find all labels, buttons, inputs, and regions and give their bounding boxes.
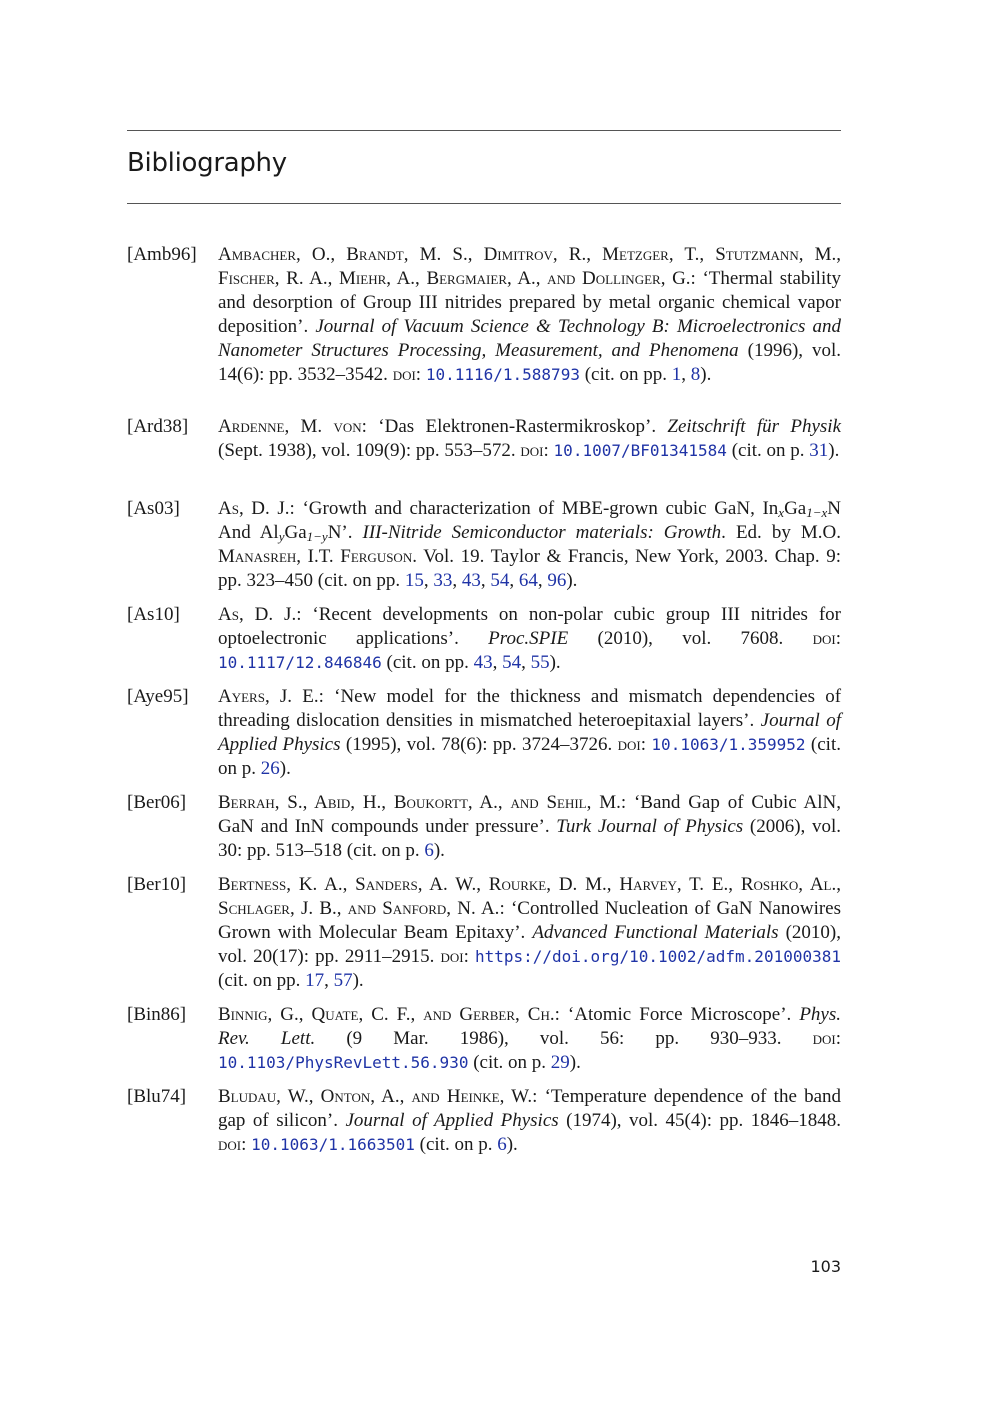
publication-details: (9 Mar. 1986), vol. 56: pp. 930–933. — [315, 1028, 813, 1049]
journal: Journal of Applied Physics — [218, 710, 841, 755]
page-ref-link[interactable]: 43 — [473, 652, 493, 673]
authors: Berrah, S., Abid, H., Boukortt, A., and Sehil, M. — [218, 792, 621, 813]
citation-prefix: (cit. on p. — [218, 734, 841, 779]
entry-title-part: Ga — [784, 498, 807, 519]
citation-key: [As03] — [127, 498, 180, 519]
doi-label: doi — [392, 364, 416, 385]
entry-title: ‘Das Elektronen-Rastermikroskop’. — [378, 416, 668, 437]
bib-entry-as03 — [127, 497, 841, 603]
bib-entry-body: Binnig, G., Quate, C. F., and Gerber, Ch.: ‘Atomic Force Microscope’. Phys. Rev. Lett. (9 Mar. 1986), vol. 56: pp. 930–933. doi: 10.1103/PhysRevLett.56.930 (cit. on p. 29). — [218, 1004, 842, 1073]
page-ref-link[interactable]: 64 — [518, 570, 538, 591]
page-ref-link[interactable]: 6 — [424, 840, 434, 861]
entry-title: ‘Recent developments on non-polar cubic group III nitrides for optoelectronic applications’. — [218, 604, 841, 649]
subscript: y — [278, 529, 285, 544]
entry-title: ‘Temperature dependence of the band gap of silicon’. — [218, 1086, 841, 1131]
page-ref-link[interactable]: 6 — [497, 1134, 507, 1155]
citation-key: [Ber10] — [127, 874, 187, 895]
page-ref-link[interactable]: 1 — [671, 364, 682, 385]
editors-prefix: . Ed. by — [721, 522, 801, 543]
citation-prefix: (cit. on pp. — [313, 570, 405, 591]
editors: M.O. Manasreh, I.T. Ferguson — [218, 522, 841, 567]
publication-details: (2010), vol. 20(17): pp. 2911–2915. — [218, 922, 842, 967]
citation-prefix: (cit. on p. — [726, 440, 810, 461]
citation-key: [Ber06] — [127, 792, 187, 813]
doi-label: doi — [440, 946, 464, 967]
entry-title: ‘New model for the thickness and mismatch dependencies of threading dislocation densities in mismatched heteroepitaxial layers’. — [218, 686, 842, 731]
bibliography-list — [127, 243, 841, 1167]
bib-entry-ard38 — [127, 415, 841, 497]
publication-details: (1974), vol. 45(4): pp. 1846–1848. — [558, 1110, 841, 1131]
page-ref-link[interactable]: 57 — [333, 970, 353, 991]
citation-prefix: (cit. on pp. — [579, 364, 672, 385]
bib-entry-aye95 — [127, 685, 841, 791]
bib-entry-body: Berrah, S., Abid, H., Boukortt, A., and Sehil, M.: ‘Band Gap of Cubic AlN, GaN and InN compounds under pressure’. Turk Journal of Physics (2006), vol. 30: pp. 513–518 (cit. on p. 6). — [218, 792, 841, 861]
doi-link[interactable]: 10.1063/1.359952 — [651, 735, 806, 754]
authors: Ambacher, O., Brandt, M. S., Dimitrov, R., Metzger, T., Stutzmann, M., Fischer, R. A., Miehr, A., Bergmaier, A., and Dollinger, G. — [218, 244, 841, 289]
subscript: 1−y — [306, 529, 328, 544]
page-ref-link[interactable]: 15 — [404, 570, 424, 591]
bib-entry-ber06 — [127, 791, 841, 873]
bib-entry-body: Ayers, J. E.: ‘New model for the thickness and mismatch dependencies of threading dislocation densities in mismatched heteroepitaxial layers’. Journal of Applied Physics (1995), vol. 78(6): pp. 3724–3726. doi: 10.1063/1.359952 (cit. on p. 26). — [218, 686, 842, 779]
entry-title: ‘Band Gap of Cubic AlN, GaN and InN compounds under pressure’. — [218, 792, 841, 837]
publication-details: (2010), vol. 7608. — [568, 628, 813, 649]
entry-title-part: Ga — [284, 522, 307, 543]
authors: Bludau, W., Onton, A., and Heinke, W. — [218, 1086, 533, 1107]
journal: Journal of Vacuum Science & Technology B: Microelectronics and Nanometer Structures Processing, Measurement, and Phenomena — [218, 316, 841, 361]
citation-prefix: (cit. on p. — [468, 1052, 551, 1073]
bib-entry-body: As, D. J.: ‘Recent developments on non-polar cubic group III nitrides for optoelectronic applications’. Proc.SPIE (2010), vol. 7608. doi: 10.1117/12.846846 (cit. on pp. 43, 54, 55). — [218, 604, 841, 673]
page-title: Bibliography — [127, 148, 287, 178]
page-number: 103 — [810, 1257, 841, 1276]
subscript: 1−x — [806, 505, 828, 520]
doi-link[interactable]: https://doi.org/10.1002/adfm.201000381 — [474, 947, 841, 966]
doi-label: doi — [520, 440, 544, 461]
citation-key: [Amb96] — [127, 244, 197, 265]
entry-title: ‘Controlled Nucleation of GaN Nanowires Grown with Molecular Beam Epitaxy’. — [218, 898, 842, 943]
bib-entry-body: Bertness, K. A., Sanders, A. W., Rourke, D. M., Harvey, T. E., Roshko, Al., Schlager, J. B., and Sanford, N. A.: ‘Controlled Nucleation of GaN Nanowires Grown with Molecular Beam Epitaxy’. Advanced Functional Materials (2010), vol. 20(17): pp. 2911–2915. doi: https://doi.org/10.1002/adfm.201000381 (cit. on pp. 17, 57). — [218, 874, 842, 991]
publication-details: . Vol. 19. Taylor & Francis, New York, 2003. Chap. 9: pp. 323–450 — [218, 546, 841, 591]
doi-label: doi — [617, 734, 641, 755]
book-title: III-Nitride Semiconductor materials: Growth — [362, 522, 722, 543]
page-ref-link[interactable]: 33 — [433, 570, 453, 591]
citation-prefix: (cit. on pp. — [381, 652, 474, 673]
bib-entry-blu74 — [127, 1085, 841, 1167]
journal: Phys. Rev. Lett. — [218, 1004, 842, 1049]
journal: Advanced Functional Materials — [532, 922, 779, 943]
page-ref-link[interactable]: 17 — [305, 970, 325, 991]
citation-key: [Bin86] — [127, 1004, 187, 1025]
citation-key: [Blu74] — [127, 1086, 187, 1107]
authors: Bertness, K. A., Sanders, A. W., Rourke, D. M., Harvey, T. E., Roshko, Al., Schlager, J. B., and Sanford, N. A. — [218, 874, 841, 919]
bib-entry-bin86 — [127, 1003, 841, 1085]
page-ref-link[interactable]: 8 — [690, 364, 701, 385]
journal: Proc.SPIE — [488, 628, 569, 649]
authors: Ayers, J. E. — [218, 686, 319, 707]
entry-title: ‘Thermal stability and desorption of Group III nitrides prepared by metal organic chemical vapor deposition’. — [218, 268, 842, 337]
authors: As, D. J. — [218, 498, 290, 519]
publication-details: (1995), vol. 78(6): pp. 3724–3726. — [340, 734, 618, 755]
entry-title-part: N And Al — [218, 498, 841, 543]
entry-title-part: N’. — [327, 522, 363, 543]
citation-key: [As10] — [127, 604, 180, 625]
page-ref-link[interactable]: 55 — [530, 652, 550, 673]
publication-details: (Sept. 1938), vol. 109(9): pp. 553–572. — [218, 440, 521, 461]
entry-title-part: ‘Growth and characterization of MBE-grown cubic GaN, In — [302, 498, 779, 519]
citation-prefix: (cit. on pp. — [218, 970, 306, 991]
page-ref-link[interactable]: 31 — [809, 440, 829, 461]
doi-link[interactable]: 10.1007/BF01341584 — [553, 441, 727, 460]
entry-title: ‘Atomic Force Microscope’. — [567, 1004, 800, 1025]
bib-entry-body: Ardenne, M. von: ‘Das Elektronen-Rastermikroskop’. Zeitschrift für Physik (Sept. 1938), vol. 109(9): pp. 553–572. doi: 10.1007/BF01341584 (cit. on p. 31). — [218, 416, 842, 461]
header-rule-bottom — [127, 203, 841, 204]
doi-link[interactable]: 10.1063/1.1663501 — [251, 1135, 415, 1154]
journal: Turk Journal of Physics — [556, 816, 744, 837]
citation-prefix: (cit. on p. — [414, 1134, 498, 1155]
doi-label: doi — [812, 628, 836, 649]
page-ref-link[interactable]: 54 — [490, 570, 510, 591]
bib-entry-body: As, D. J.: ‘Growth and characterization of MBE-grown cubic GaN, $In_xGa_{1-x}N$ And $Al_yGa_{1-y}N$’. III-Nitride Semiconductor materials: Growth. Ed. by M.O. Manasreh, I.T. Ferguson. Vol. 19. Taylor & Francis, New York, 2003. Chap. 9: pp. 323–450 (cit. on pp. 15, 33, 43, 54, 64, 96). — [218, 498, 841, 591]
doi-label: doi — [812, 1028, 836, 1049]
bib-entry-body: Ambacher, O., Brandt, M. S., Dimitrov, R., Metzger, T., Stutzmann, M., Fischer, R. A., Miehr, A., Bergmaier, A., and Dollinger, G.: ‘Thermal stability and desorption of Group III nitrides prepared by metal organic chemical vapor deposition’. Journal of Vacuum Science & Technology B: Microelectronics and Nanometer Structures Processing, Measurement, and Phenomena (1996), vol. 14(6): pp. 3532–3542. doi: 10.1116/1.588793 (cit. on pp. 1, 8). — [218, 244, 842, 385]
citation-key: [Ard38] — [127, 416, 189, 437]
authors: Ardenne, M. von — [218, 416, 362, 437]
bib-entry-ber10 — [127, 873, 841, 1003]
subscript: x — [778, 505, 785, 520]
page-ref-link[interactable]: 26 — [260, 758, 280, 779]
doi-label: doi — [218, 1134, 242, 1155]
bib-entry-body: Bludau, W., Onton, A., and Heinke, W.: ‘Temperature dependence of the band gap of silicon’. Journal of Applied Physics (1974), vol. 45(4): pp. 1846–1848. doi: 10.1063/1.1663501 (cit. on p. 6). — [218, 1086, 841, 1155]
doi-link[interactable]: 10.1117/12.846846 — [218, 653, 382, 672]
authors: Binnig, G., Quate, C. F., and Gerber, Ch. — [218, 1004, 555, 1025]
doi-link[interactable]: 10.1103/PhysRevLett.56.930 — [218, 1053, 469, 1072]
bib-entry-amb96 — [127, 243, 841, 415]
page-ref-link[interactable]: 29 — [550, 1052, 570, 1073]
page-ref-link[interactable]: 96 — [547, 570, 567, 591]
publication-details: (2006), vol. 30: pp. 513–518 — [218, 816, 841, 861]
journal: Zeitschrift für Physik — [667, 416, 842, 437]
journal: Journal of Applied Physics — [345, 1110, 559, 1131]
publication-details: (1996), vol. 14(6): pp. 3532–3542. — [218, 340, 842, 385]
citation-key: [Aye95] — [127, 686, 189, 707]
authors: As, D. J. — [218, 604, 297, 625]
bib-entry-as10 — [127, 603, 841, 685]
page-ref-link[interactable]: 54 — [502, 652, 522, 673]
citation-prefix: (cit. on p. — [342, 840, 425, 861]
doi-link[interactable]: 10.1116/1.588793 — [425, 365, 580, 384]
page-ref-link[interactable]: 43 — [461, 570, 481, 591]
header-rule-top — [127, 130, 841, 131]
